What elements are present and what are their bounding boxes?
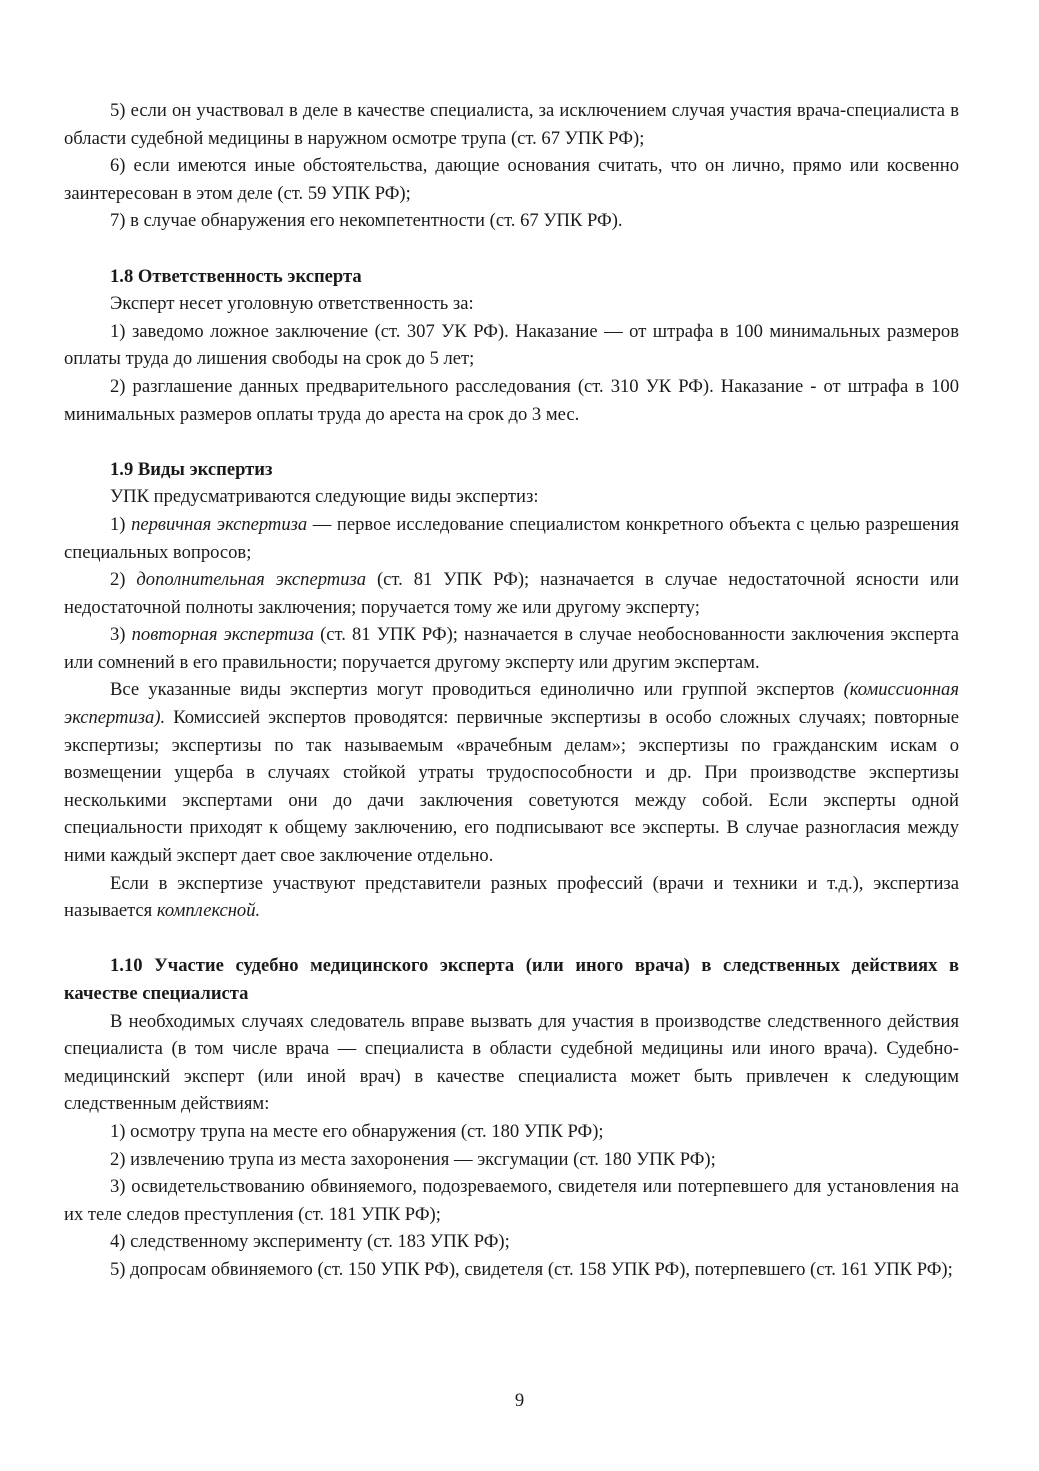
italic-term: (комиссионная экспертиза).	[64, 679, 959, 729]
italic-term: повторная экспертиза	[131, 624, 314, 646]
paragraph-types-complex	[64, 870, 959, 925]
section-heading-1-8	[64, 263, 959, 291]
text-run: В необходимых случаях следователь вправе вызвать для участия в производстве следственного действия специалиста (в том числе врача — специалиста в области судебной медицины или иного врача). Судебно-медицинский эксперт (или иной врач) в качестве специалиста может быть привлечен к следующим следственным действиям:	[64, 1010, 959, 1115]
paragraph-responsibility-item-1	[64, 318, 959, 373]
text-run: 1.9 Виды экспертиз	[110, 458, 273, 480]
paragraph-item-5-specialist	[64, 97, 959, 152]
text-run: 2)	[110, 569, 137, 591]
text-run: 2) извлечению трупа из места захоронения — эксгумации (ст. 180 УПК РФ);	[110, 1148, 716, 1170]
paragraph-responsibility-intro	[64, 290, 959, 318]
italic-term: первичная экспертиза	[131, 513, 308, 535]
text-run: Эксперт несет уголовную ответственность за:	[110, 293, 474, 315]
paragraph-types-intro	[64, 483, 959, 511]
section-heading-1-9	[64, 456, 959, 484]
paragraph-types-item-3	[64, 621, 959, 676]
paragraph-participation-item-4	[64, 1228, 959, 1256]
paragraph-item-6-interest	[64, 152, 959, 207]
text-run: 4) следственному эксперименту (ст. 183 УПК РФ);	[110, 1231, 510, 1253]
paragraph-participation-item-1	[64, 1118, 959, 1146]
paragraph-item-7-incompetence	[64, 207, 959, 235]
text-run: 5) допросам обвиняемого (ст. 150 УПК РФ), свидетеля (ст. 158 УПК РФ), потерпевшего (ст. 161 УПК РФ);	[110, 1258, 953, 1280]
section-heading-1-10	[64, 952, 959, 1007]
text-run: 5) если он участвовал в деле в качестве специалиста, за исключением случая участия врача-специалиста в области судебной медицины в наружном осмотре трупа (ст. 67 УПК РФ);	[64, 100, 959, 149]
paragraph-types-item-1	[64, 511, 959, 566]
text-run: (ст. 81 УПК РФ); назначается в случае необоснованности заключения эксперта или сомнений в его правильности; поручается другому эксперту или другим экспертам.	[64, 624, 960, 673]
text-run: 3) освидетельствованию обвиняемого, подозреваемого, свидетеля или потерпевшего для установления на их теле следов преступления (ст. 181 УПК РФ);	[64, 1176, 959, 1225]
text-run: 1.8 Ответственность эксперта	[110, 265, 362, 287]
paragraph-participation-intro	[64, 1008, 959, 1118]
text-run: — первое исследование специалистом конкретного объекта с целью разрешения специальных вопросов;	[64, 513, 960, 563]
italic-term: дополнительная экспертиза	[136, 569, 367, 591]
paragraph-types-commission	[64, 676, 959, 869]
paragraph-participation-item-3	[64, 1173, 959, 1228]
paragraph-participation-item-5	[64, 1256, 959, 1284]
text-run: 1) заведомо ложное заключение (ст. 307 УК РФ). Наказание — от штрафа в 100 минимальных размеров оплаты труда до лишения свободы на срок до 5 лет;	[64, 320, 959, 370]
text-run: 1.10 Участие судебно медицинского эксперта (или иного врача) в следственных действиях в качестве специалиста	[64, 955, 959, 1004]
text-run: 7) в случае обнаружения его некомпетентности (ст. 67 УПК РФ).	[110, 210, 623, 232]
paragraph-types-item-2	[64, 566, 959, 621]
page-number: 9	[514, 1390, 525, 1411]
italic-term: комплексной.	[156, 900, 261, 922]
text-run: 1) осмотру трупа на месте его обнаружения (ст. 180 УПК РФ);	[110, 1120, 604, 1142]
text-run: 3)	[110, 624, 132, 646]
text-run: 2) разглашение данных предварительного расследования (ст. 310 УК РФ). Наказание - от штрафа в 100 минимальных размеров оплаты труда до ареста на срок до 3 мес.	[64, 375, 959, 425]
paragraph-participation-item-2	[64, 1146, 959, 1174]
document-body	[64, 97, 959, 1284]
text-run: 6) если имеются иные обстоятельства, дающие основания считать, что он лично, прямо или косвенно заинтересован в этом деле (ст. 59 УПК РФ);	[64, 155, 959, 204]
text-run: (ст. 81 УПК РФ); назначается в случае недостаточной ясности или недостаточной полноты заключения; поручается тому же или другому эксперту;	[64, 569, 959, 618]
text-run: 1)	[110, 513, 132, 535]
text-run: Если в экспертизе участвуют представители разных профессий (врачи и техники и т.д.), экспертиза называется	[64, 872, 959, 922]
text-run: УПК предусматриваются следующие виды экспертиз:	[110, 486, 539, 508]
text-run: Комиссией экспертов проводятся: первичные экспертизы в особо сложных случаях; повторные экспертизы; экспертизы по так называемым «врачебным делам»; экспертизы по гражданским искам о возмещении ущерба в случаях стойкой утраты трудоспособности и др. При производстве экспертизы несколькими экспертами они до дачи заключения советуются между собой. Если эксперты одной специальности приходят к общему заключению, его подписывают все эксперты. В случае разногласия между ними каждый эксперт дает свое заключение отдельно.	[64, 707, 959, 867]
text-run: Все указанные виды экспертиз могут проводиться единолично или группой экспертов	[110, 679, 844, 701]
paragraph-responsibility-item-2	[64, 373, 959, 428]
